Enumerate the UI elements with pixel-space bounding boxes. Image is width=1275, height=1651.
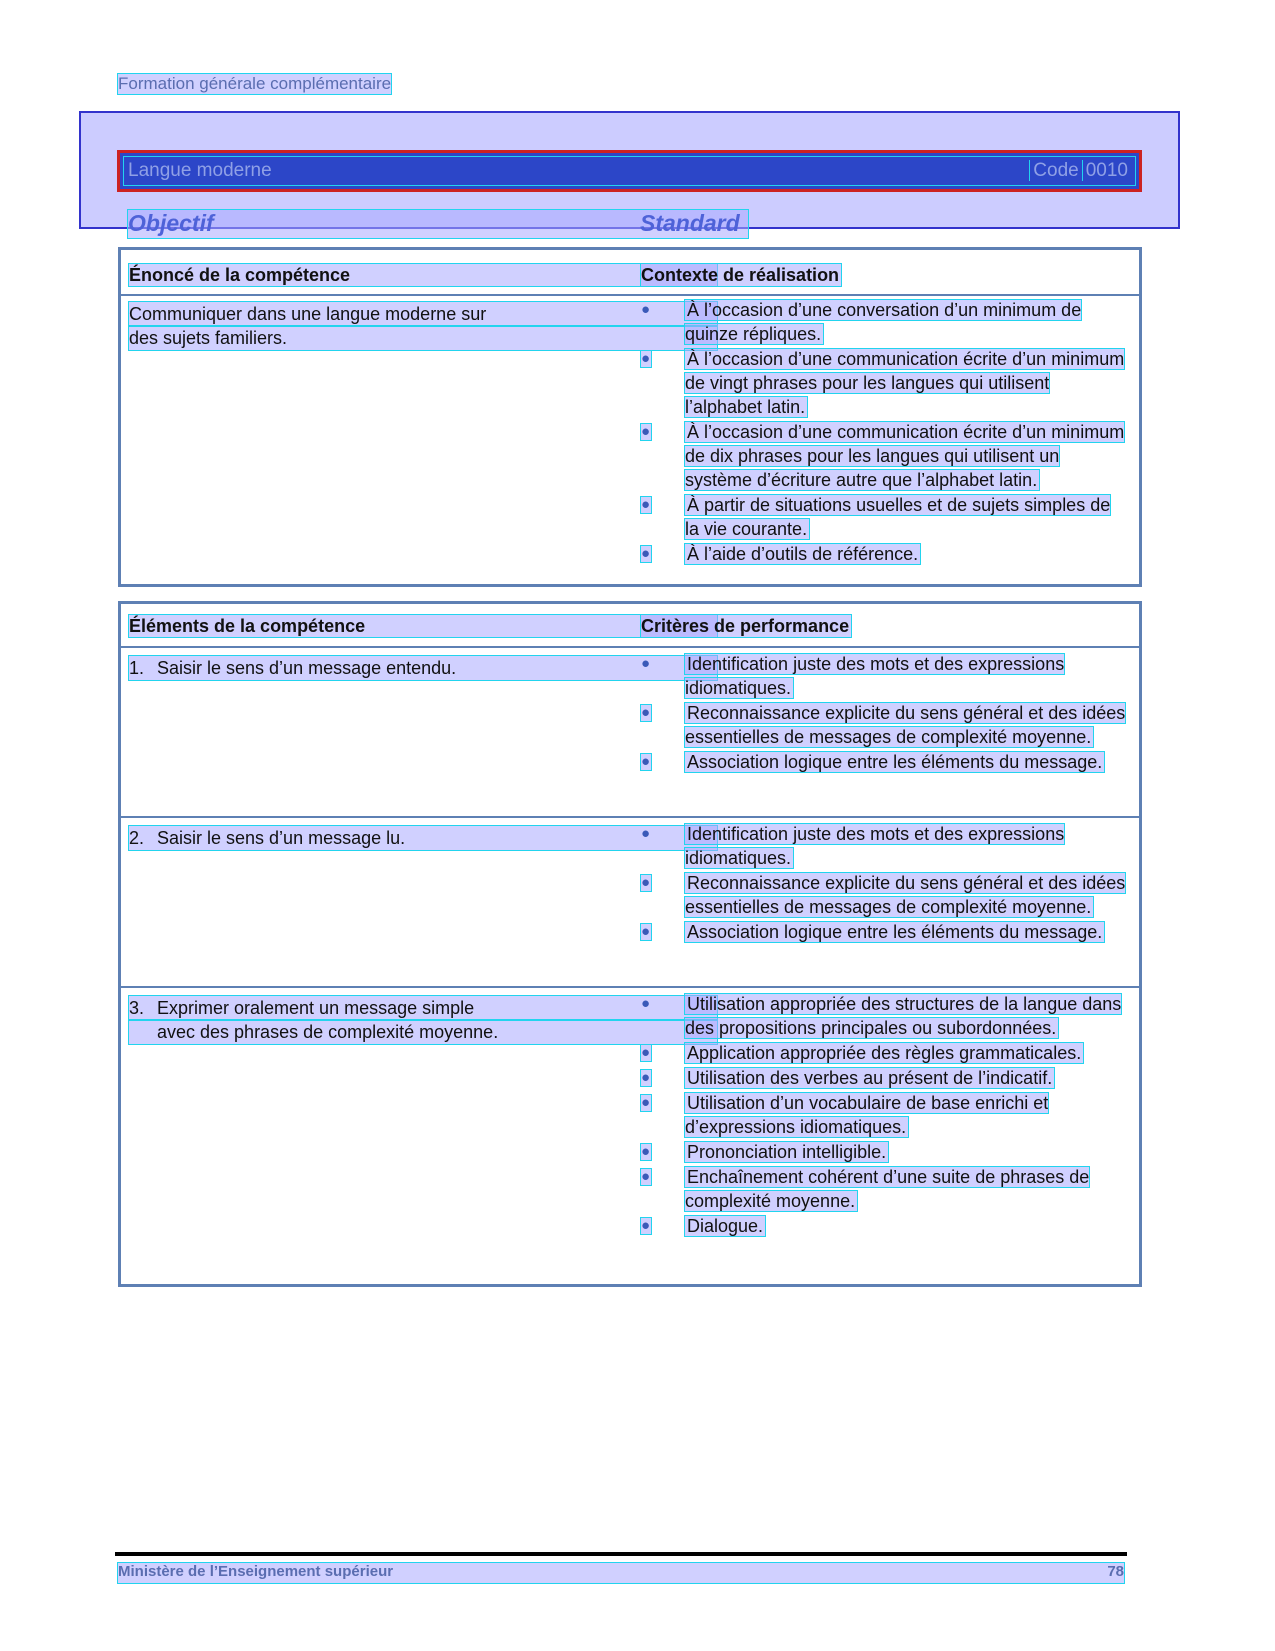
bullet-icon: ● xyxy=(641,350,651,367)
criteria-list xyxy=(641,992,1129,1239)
bullet-icon: ● xyxy=(641,1094,651,1111)
list-item xyxy=(641,1165,1129,1213)
table-row xyxy=(121,986,1139,1277)
list-item xyxy=(641,420,1129,492)
element-text xyxy=(129,656,717,680)
bullet-text: Dialogue. xyxy=(687,1216,764,1236)
document-header: Formation générale complémentaire xyxy=(118,74,392,93)
footer-ministry: Ministère de l’Enseignement supérieur xyxy=(118,1563,394,1580)
criteria-list xyxy=(641,822,1129,945)
list-item xyxy=(641,652,1129,700)
subhead-objectif: Objectif xyxy=(128,210,214,236)
bullet-icon: ● xyxy=(641,496,651,513)
list-item xyxy=(641,1214,1129,1238)
list-item xyxy=(641,1091,1129,1139)
table-row xyxy=(121,648,1139,816)
bullet-icon: ● xyxy=(641,995,651,1012)
bullet-text: Utilisation d’un vocabulaire de base enrichi et d’expressions idiomatiques. xyxy=(685,1093,1049,1137)
page-number: 78 xyxy=(1107,1563,1124,1580)
bullet-icon: ● xyxy=(641,655,651,672)
bullet-text: Application appropriée des règles grammaticales. xyxy=(687,1043,1082,1063)
elements-box-header xyxy=(121,604,1139,648)
list-item xyxy=(641,750,1129,774)
section-subheads xyxy=(128,210,748,238)
list-item xyxy=(641,701,1129,749)
bullet-text: Association logique entre les éléments du message. xyxy=(687,922,1103,942)
bullet-icon: ● xyxy=(641,301,651,318)
bullet-icon: ● xyxy=(641,923,651,940)
bullet-text: Utilisation des verbes au présent de l’indicatif. xyxy=(687,1068,1053,1088)
elements-rows xyxy=(121,648,1139,1277)
element-line xyxy=(129,996,717,1020)
element-label: avec des phrases de complexité moyenne. xyxy=(157,1022,499,1042)
bullet-icon: ● xyxy=(641,704,651,721)
element-label: Saisir le sens d’un message lu. xyxy=(157,828,406,848)
list-item xyxy=(641,920,1129,944)
list-item xyxy=(641,347,1129,419)
bullet-text: Enchaînement cohérent d’une suite de phrases de complexité moyenne. xyxy=(685,1167,1090,1211)
elements-box xyxy=(118,601,1142,1287)
bullet-text: Reconnaissance explicite du sens général et des idées essentielles de messages de complexité moyenne. xyxy=(685,703,1126,747)
element-text xyxy=(129,826,717,850)
element-label: Saisir le sens d’un message entendu. xyxy=(157,658,457,678)
bullet-text: Identification juste des mots et des expressions idiomatiques. xyxy=(685,824,1065,868)
element-label: Exprimer oralement un message simple xyxy=(157,998,475,1018)
header-enonce: Énoncé de la compétence xyxy=(129,264,717,286)
element-line xyxy=(129,1020,717,1044)
bullet-icon: ● xyxy=(641,1069,651,1086)
bullet-text: Reconnaissance explicite du sens général et des idées essentielles de messages de complexité moyenne. xyxy=(685,873,1126,917)
list-item xyxy=(641,822,1129,870)
element-number: 3. xyxy=(129,998,145,1018)
element-line xyxy=(129,656,717,680)
statement-line: Communiquer dans une langue moderne sur xyxy=(129,302,717,326)
header-elements: Éléments de la compétence xyxy=(129,615,717,637)
list-item xyxy=(641,992,1129,1040)
element-line xyxy=(129,826,717,850)
bullet-icon: ● xyxy=(641,1143,651,1160)
bullet-icon: ● xyxy=(641,1217,651,1234)
element-text xyxy=(129,996,717,1044)
code-value: 0010 xyxy=(1082,160,1131,181)
list-item xyxy=(641,298,1129,346)
program-title: Langue moderne xyxy=(128,160,272,181)
competence-row xyxy=(121,296,1139,584)
competence-statement xyxy=(129,302,717,350)
bullet-icon: ● xyxy=(641,874,651,891)
bullet-text: À l’occasion d’une conversation d’un minimum de quinze répliques. xyxy=(685,300,1082,344)
page-footer xyxy=(118,1563,1124,1583)
bullet-icon: ● xyxy=(641,1044,651,1061)
list-item xyxy=(641,871,1129,919)
bullet-icon: ● xyxy=(641,753,651,770)
bullet-text: Association logique entre les éléments du message. xyxy=(687,752,1103,772)
bullet-icon: ● xyxy=(641,1168,651,1185)
code-field xyxy=(1029,160,1131,182)
list-item xyxy=(641,542,1129,566)
title-band xyxy=(117,150,1142,192)
list-item xyxy=(641,493,1129,541)
bullet-text: À l’occasion d’une communication écrite d’un minimum de vingt phrases pour les langues qui utilisent l’alphabet latin. xyxy=(685,349,1125,417)
competence-box-header xyxy=(121,250,1139,296)
statement-line: des sujets familiers. xyxy=(129,326,717,350)
bullet-text: À l’aide d’outils de référence. xyxy=(687,544,919,564)
element-number: 2. xyxy=(129,828,145,848)
list-item xyxy=(641,1066,1129,1090)
competence-box xyxy=(118,247,1142,587)
context-list xyxy=(641,298,1129,567)
bullet-text: À partir de situations usuelles et de sujets simples de la vie courante. xyxy=(685,495,1111,539)
code-label: Code xyxy=(1029,160,1081,181)
list-item xyxy=(641,1041,1129,1065)
bullet-icon: ● xyxy=(641,545,651,562)
header-contexte: Contexte de réalisation xyxy=(641,265,840,285)
bullet-text: Prononciation intelligible. xyxy=(687,1142,887,1162)
subhead-standard: Standard xyxy=(640,210,740,236)
bullet-icon: ● xyxy=(641,423,651,440)
bullet-text: À l’occasion d’une communication écrite d’un minimum de dix phrases pour les langues qui utilisent un système d’écriture autre que l’alphabet latin. xyxy=(685,422,1125,490)
criteria-list xyxy=(641,652,1129,775)
bullet-text: Utilisation appropriée des structures de la langue dans des propositions principales ou subordonnées. xyxy=(685,994,1122,1038)
table-row xyxy=(121,816,1139,986)
bullet-text: Identification juste des mots et des expressions idiomatiques. xyxy=(685,654,1065,698)
element-number: 1. xyxy=(129,658,145,678)
header-criteres: Critères de performance xyxy=(641,616,850,636)
list-item xyxy=(641,1140,1129,1164)
footer-rule xyxy=(115,1552,1127,1556)
bullet-icon: ● xyxy=(641,825,651,842)
